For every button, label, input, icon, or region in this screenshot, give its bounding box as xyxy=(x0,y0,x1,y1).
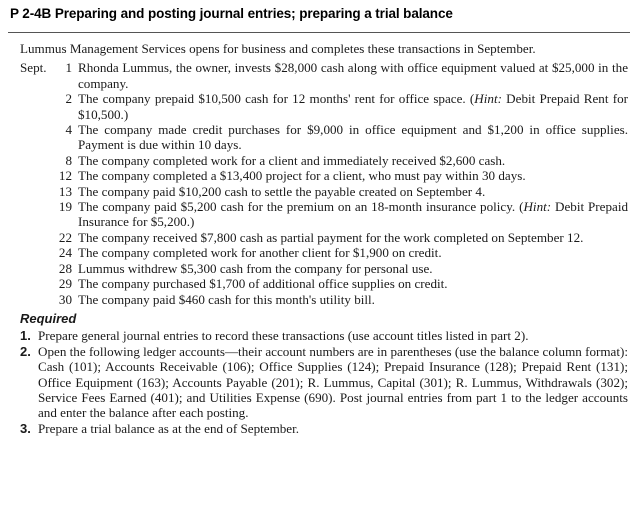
transaction-item xyxy=(20,276,628,291)
intro-text: Lummus Management Services opens for business and completes these transactions in September. xyxy=(20,41,536,56)
transaction-month: Sept. xyxy=(20,60,47,76)
transaction-description: The company paid $10,200 cash to settle the payable created on September 4. xyxy=(78,183,486,199)
title-divider xyxy=(8,32,630,33)
requirement-number: 3. xyxy=(20,420,31,436)
requirement-text: Open the following ledger accounts—their account numbers are in parentheses (use the balance column format): Cash (101); Accounts Receivable (106); Office Supplies (124); Prepaid Insurance (128); Prepaid Rent (131); Office Equipment (163); Accounts Payable (201); R. Lummus, Capital (301); R. Lummus, Withdrawals (302); Service Fees Earned (401); and Utilities Expense (690). Post journal entries from part 1 to the ledger accounts and enter the balance after each posting. xyxy=(38,343,628,421)
transaction-day: 24 xyxy=(58,245,72,261)
transaction-day: 28 xyxy=(58,260,72,276)
transaction-description: Rhonda Lummus, the owner, invests $28,000 cash along with office equipment valued at $25,000 in the company. xyxy=(78,60,628,91)
transaction-month xyxy=(20,153,54,168)
transaction-text xyxy=(78,60,628,91)
transaction-day: 29 xyxy=(58,276,72,292)
transaction-description: Lummus withdrew $5,300 cash from the company for personal use. xyxy=(78,260,433,276)
transaction-description: The company paid $460 cash for this month's utility bill. xyxy=(78,291,375,307)
transaction-list xyxy=(20,60,628,307)
transaction-text xyxy=(78,168,628,183)
requirement-item xyxy=(20,328,628,343)
transaction-day: 13 xyxy=(58,183,72,199)
requirements-list xyxy=(20,328,628,436)
transaction-month xyxy=(20,292,54,307)
transaction-item xyxy=(20,168,628,183)
transaction-month xyxy=(20,230,54,245)
requirement-text: Prepare a trial balance as at the end of September. xyxy=(38,420,300,436)
transaction-item xyxy=(20,245,628,260)
transaction-month xyxy=(20,261,54,276)
transaction-day: 8 xyxy=(65,152,72,168)
transaction-month xyxy=(20,245,54,260)
transaction-day: 19 xyxy=(58,199,72,215)
transaction-text xyxy=(78,230,628,245)
transaction-month xyxy=(20,91,54,122)
transaction-month xyxy=(20,276,54,291)
transaction-text xyxy=(78,245,628,260)
hint-text: Debit Prepaid Rent for $10,500.) xyxy=(78,91,629,122)
transaction-item xyxy=(20,199,628,230)
transaction-item xyxy=(20,230,628,245)
transaction-description: The company received $7,800 cash as partial payment for the work completed on September 12. xyxy=(78,229,584,245)
transaction-item xyxy=(20,91,628,122)
transaction-item xyxy=(20,60,628,91)
transaction-item xyxy=(20,261,628,276)
transaction-description: The company made credit purchases for $9,000 in office equipment and $1,200 in office supplies. Payment is due within 10 days. xyxy=(78,122,628,153)
transaction-text xyxy=(78,153,628,168)
required-heading: Required xyxy=(20,310,77,326)
transaction-item xyxy=(20,292,628,307)
problem-body xyxy=(20,41,628,436)
problem-title: P 2-4B Preparing and posting journal entries; preparing a trial balance xyxy=(10,6,453,21)
transaction-text xyxy=(78,184,628,199)
transaction-item xyxy=(20,184,628,199)
transaction-day: 12 xyxy=(58,168,72,184)
requirement-text: Prepare general journal entries to record these transactions (use account titles listed in part 2). xyxy=(38,328,529,344)
transaction-text xyxy=(78,261,628,276)
transaction-month xyxy=(20,122,54,153)
transaction-text xyxy=(78,122,628,153)
transaction-day: 4 xyxy=(65,122,72,138)
hint-label: Hint: xyxy=(523,199,552,215)
transaction-text xyxy=(78,199,628,230)
requirement-item xyxy=(20,344,628,421)
transaction-day: 30 xyxy=(58,291,72,307)
transaction-description: The company purchased $1,700 of additional office supplies on credit. xyxy=(78,276,448,292)
requirement-number: 2. xyxy=(20,343,31,359)
transaction-day: 1 xyxy=(65,60,72,76)
transaction-description: The company paid $5,200 cash for the premium on an 18-month insurance policy. ( xyxy=(78,199,524,215)
transaction-description: The company completed work for a client and immediately received $2,600 cash. xyxy=(78,152,506,168)
requirement-item xyxy=(20,421,628,436)
hint-label: Hint: xyxy=(474,91,502,107)
transaction-item xyxy=(20,122,628,153)
transaction-description: The company completed a $13,400 project for a client, who must pay within 30 days. xyxy=(78,168,526,184)
transaction-item xyxy=(20,153,628,168)
transaction-month xyxy=(20,168,54,183)
transaction-month xyxy=(20,199,54,230)
transaction-month xyxy=(20,184,54,199)
transaction-description: The company prepaid $10,500 cash for 12 months' rent for office space. ( xyxy=(78,91,475,107)
hint-text: Debit Prepaid Insurance for $5,200.) xyxy=(78,199,628,230)
requirement-number: 1. xyxy=(20,328,31,344)
transaction-text xyxy=(78,276,628,291)
transaction-day: 2 xyxy=(65,91,72,107)
transaction-text xyxy=(78,292,628,307)
transaction-day: 22 xyxy=(58,229,72,245)
transaction-description: The company completed work for another client for $1,900 on credit. xyxy=(78,245,442,261)
transaction-text xyxy=(78,91,628,122)
